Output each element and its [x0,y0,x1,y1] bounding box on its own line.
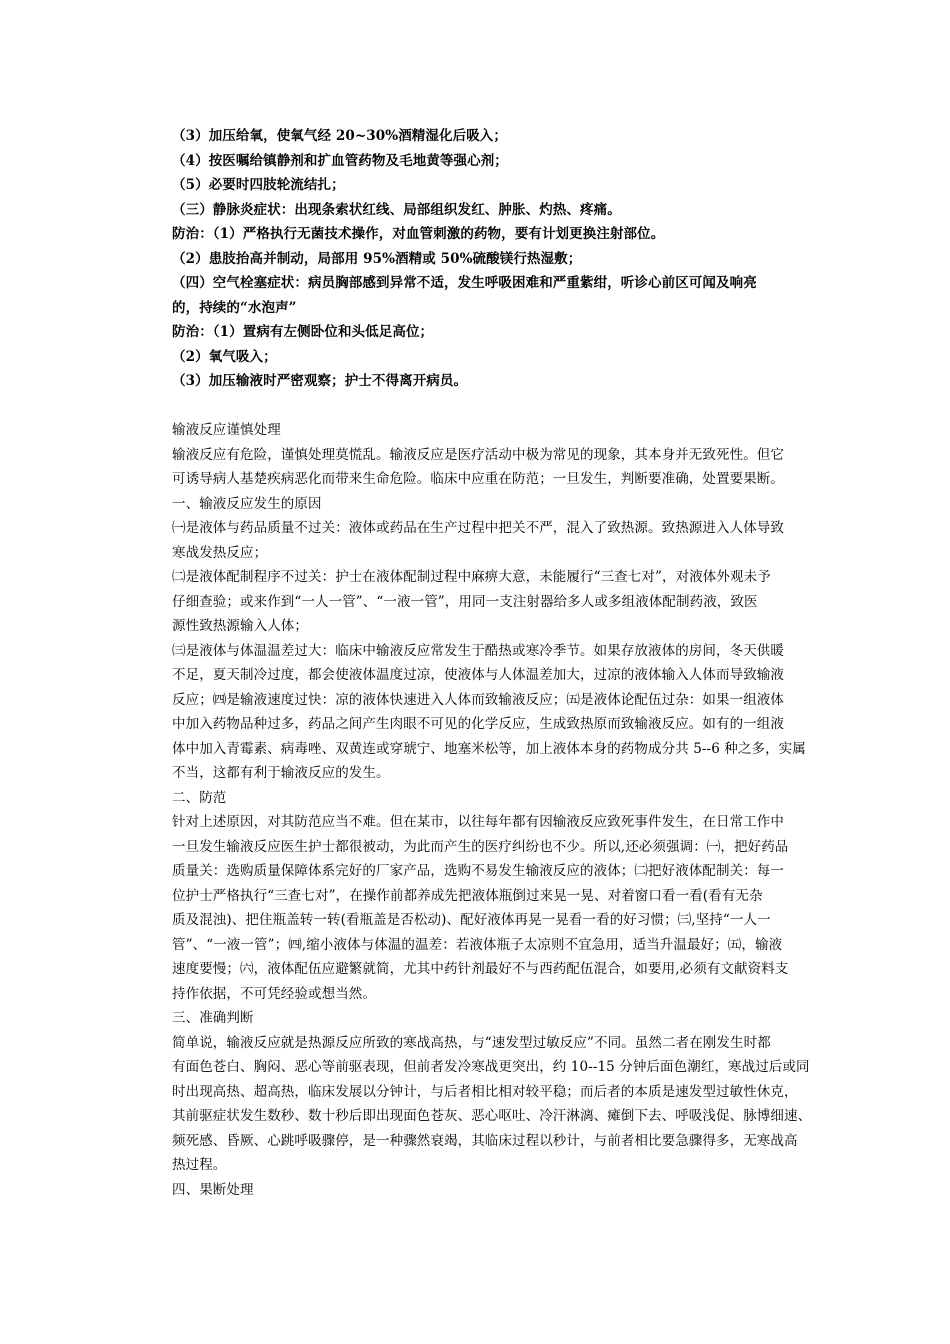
text-line: （2）氧气吸入； [172,348,277,365]
text-line: 体中加入青霉素、病毒唑、双黄连或穿琥宁、地塞米松等，加上液体本身的药物成分共 5--6 种之多，实属 [172,740,806,757]
text-line: （5）必要时四肢轮流结扎； [172,177,345,193]
text-line: 仔细查验；或来作到“一人一管”、“一液一管”，用同一支注射器给多人或多组液体配制药液，致医 [172,593,758,610]
text-line: 质及混浊)、把住瓶盖转一转(看瓶盖是否松动)、配好液体再晃一晃看一看的好习惯；㈢,坚持“一人一 [172,912,771,928]
text-line: 不足，夏天制冷过度，都会使液体温度过凉，使液体与人体温差加大，过凉的液体输入人体而导致输液 [172,667,784,683]
text-line: 寒战发热反应； [172,544,268,561]
text-line: 中加入药物品种过多，药品之间产生肉眼不可见的化学反应，生成致热原而致输液反应。如有的一组液 [172,716,784,732]
text-line: 频死感、昏厥、心跳呼吸骤停，是一种骤然衰竭，其临床过程以秒计，与前者相比要急骤得多，无寒战高 [172,1132,798,1149]
text-line: 反应；㈣是输液速度过快：凉的液体快速进入人体而致输液反应；㈤是液体论配伍过杂：如果一组液体 [172,691,784,708]
text-line: 不当，这都有利于输液反应的发生。 [172,765,390,781]
text-line: 一旦发生输液反应医生护士都很被动，为此而产生的医疗纠纷也不少。所以,还必须强调：㈠，把好药品 [172,838,789,855]
text-line: ㈠是液体与药品质量不过关：液体或药品在生产过程中把关不严，混入了致热源。致热源进入人体导致 [172,520,784,536]
text-line: 有面色苍白、胸闷、恶心等前驱表现，但前者发冷寒战更突出，约 10--15 分钟后面色潮红，寒战过后或同 [172,1059,810,1075]
section-heading: 一、输液反应发生的原因 [172,495,322,512]
text-line: 可诱导病人基楚疾病恶化而带来生命危险。临床中应重在防范；一旦发生，判断要准确，处置要果断。 [172,471,784,487]
text-line: ㈢是液体与体温温差过大：临床中输液反应常发生于酷热或寒冷季节。如果存放液体的房间，冬天供暖 [172,642,784,659]
text-line: （2）患肢抬高并制动，局部用 95%酒精或 50%硫酸镁行热湿敷； [172,250,582,267]
article-title: 输液反应谨慎处理 [172,422,281,438]
text-line: 源性致热源输入人体； [172,618,308,634]
paragraph-gap [172,394,812,419]
text-line: 的，持续的“水泡声” [172,299,297,316]
section-heading: 二、防范 [172,789,227,806]
text-line: 其前驱症状发生数秒、数十秒后即出现面色苍灰、恶心呕吐、冷汗淋漓、瘫倒下去、呼吸浅促、脉博细速、 [172,1108,812,1124]
text-line: （3）加压输液时严密观察；护士不得离开病员。 [172,373,468,389]
text-line: （4）按医嘱给镇静剂和扩血管药物及毛地黄等强心剂； [172,152,508,169]
section-heading: 三、准确判断 [172,1010,254,1026]
text-line: 时出现高热、超高热，临床发展以分钟计，与后者相比相对较平稳；而后者的本质是速发型过敏性休克， [172,1083,798,1100]
text-line: 防治：（1）严格执行无菌技术操作，对血管刺激的药物，要有计划更换注射部位。 [172,226,665,242]
text-line: （三）静脉炎症状：出现条索状红线、局部组织发红、肿胀、灼热、疼痛。 [172,201,621,218]
text-line: 防治：（1）置病有左侧卧位和头低足高位； [172,324,434,340]
text-line: 简单说，输液反应就是热源反应所致的寒战高热，与“速发型过敏反应”不同。虽然二者在刚发生时都 [172,1034,771,1051]
text-line: 质量关：选购质量保障体系完好的厂家产品，选购不易发生输液反应的液体；㈡把好液体配制关：每一 [172,863,784,879]
document-page [172,124,812,1202]
text-line: （四）空气栓塞症状：病员胸部感到异常不适，发生呼吸困难和严重紫绀，听诊心前区可闻及响亮 [172,275,757,291]
text-line: 持作依据，不可凭经验或想当然。 [172,985,376,1002]
text-line: 速度要慢；㈥，液体配伍应避繁就简，尤其中药针剂最好不与西药配伍混合，如要用,必须有文献资料支 [172,961,789,977]
section-heading: 四、果断处理 [172,1181,254,1198]
text-line: （3）加压给氧，使氧气经 20~30%酒精湿化后吸入； [172,128,508,144]
text-line: 针对上述原因，对其防范应当不难。但在某市，以往每年都有因输液反应致死事件发生，在日常工作中 [172,814,784,830]
text-line: 位护士严格执行“三查七对”，在操作前都养成先把液体瓶倒过来晃一晃、对着窗口看一看(看有无杂 [172,887,763,904]
text-line: 输液反应有危险，谨慎处理莫慌乱。输液反应是医疗活动中极为常见的现象，其本身并无致死性。但它 [172,446,784,463]
text-line: 管”、“一液一管”；㈣,缩小液体与体温的温差：若液体瓶子太凉则不宜急用，适当升温最好；㈤，输液 [172,936,783,953]
text-line: 热过程。 [172,1157,227,1173]
text-line: ㈡是液体配制程序不过关：护士在液体配制过程中麻痹大意，未能履行“三查七对”，对液体外观未予 [172,569,771,585]
